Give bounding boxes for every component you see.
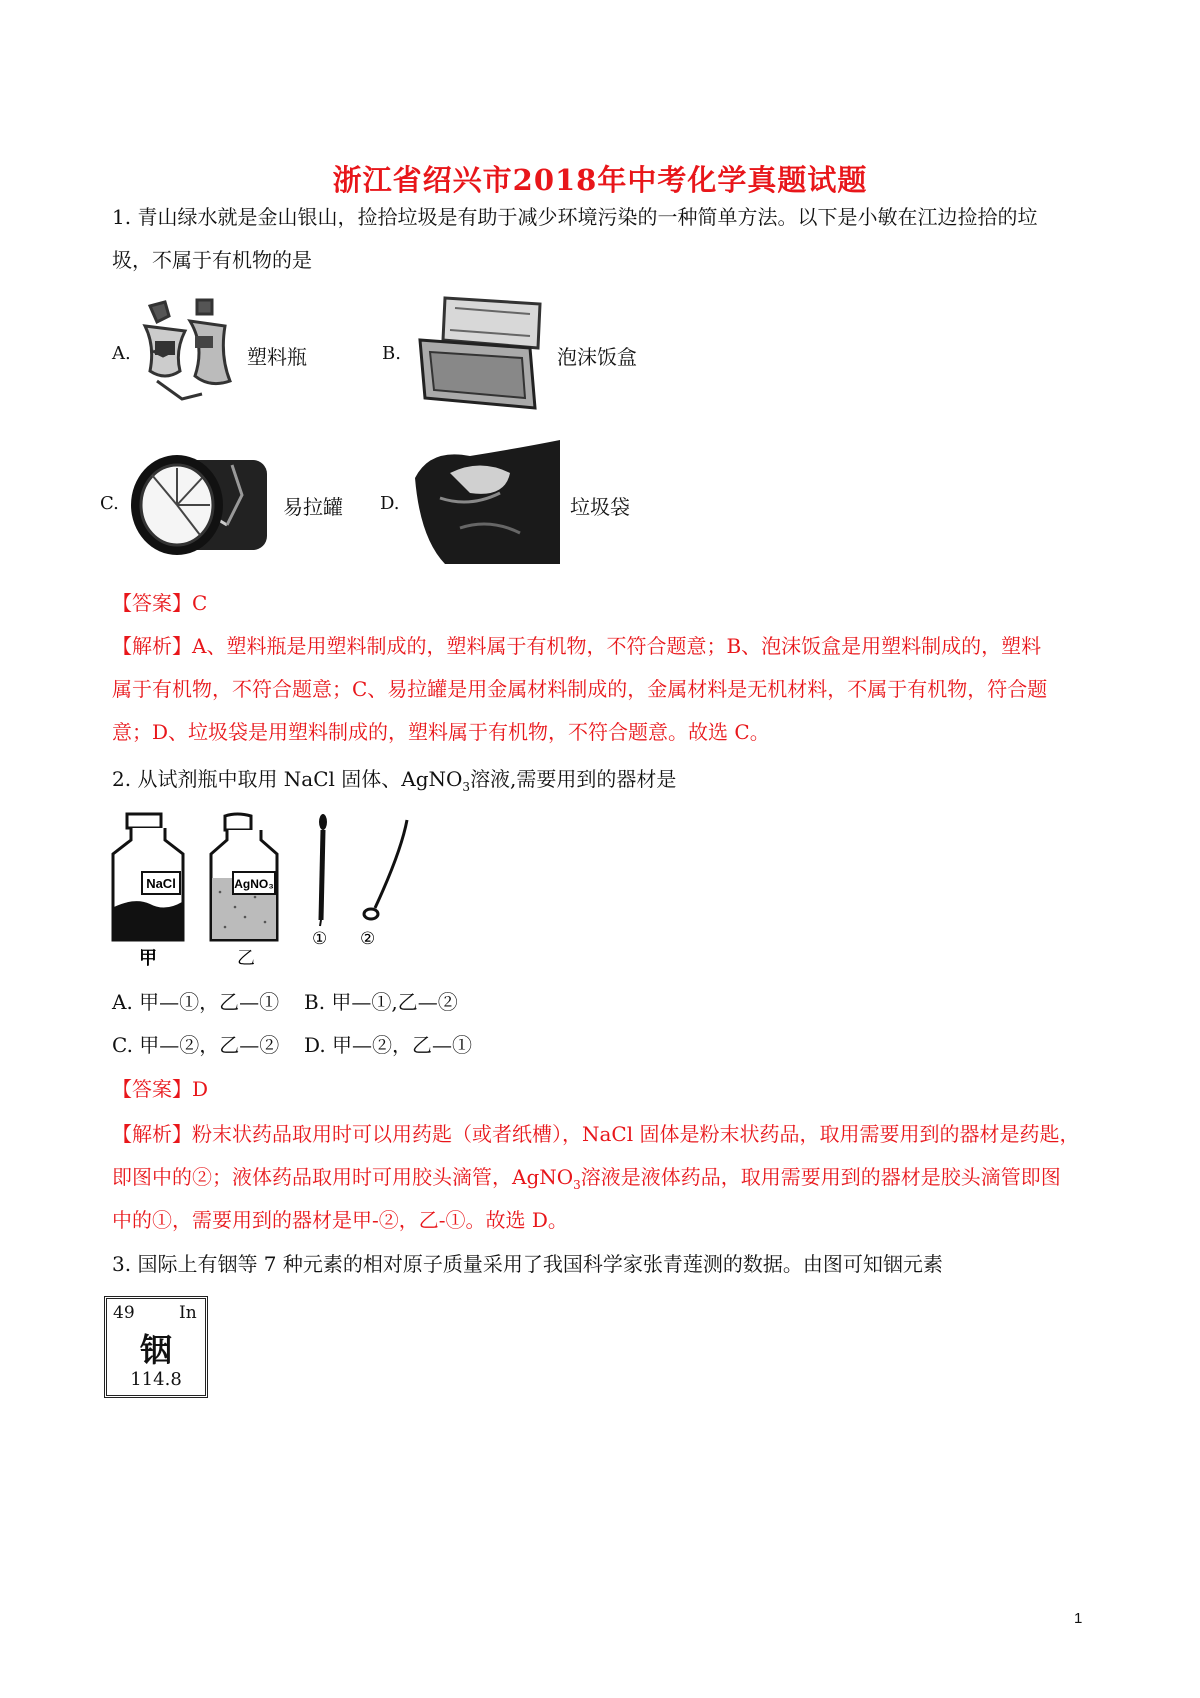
question-2-option-a: A. 甲—①，乙—①: [112, 990, 280, 1014]
question-2-analysis-line-1: 【解析】粉末状药品取用时可以用药匙（或者纸槽），NaCl 固体是粉末状药品，取用需要用到的器材是药匙，: [112, 1122, 1080, 1146]
question-2-option-c: C. 甲—②，乙—②: [112, 1033, 280, 1057]
figure-label-circled-1: ①: [312, 929, 328, 949]
option-b-label: 泡沫饭盒: [557, 345, 637, 369]
question-1-stem-line-2: 圾，不属于有机物的是: [112, 248, 312, 272]
element-card-indium: [104, 1296, 208, 1398]
option-d-letter: D.: [380, 493, 400, 514]
plastic-bottles-image: [135, 296, 235, 411]
question-2-option-b: B. 甲—①,乙—②: [304, 990, 458, 1014]
page-title: 浙江省绍兴市2018年中考化学真题试题: [332, 163, 868, 197]
atomic-number: 49: [113, 1303, 135, 1323]
element-name: 铟: [139, 1331, 172, 1369]
page-number: 1: [1074, 1610, 1083, 1627]
option-a-letter: A.: [112, 343, 131, 364]
option-d-label: 垃圾袋: [570, 495, 630, 519]
garbage-bag-image: [410, 438, 562, 566]
question-2-analysis-line-2: 即图中的②；液体药品取用时可用胶头滴管，AgNO$_3$溶液是液体药品，取用需要用到的器材是胶头滴管即图: [112, 1165, 1061, 1192]
question-1-answer: 【答案】C: [112, 591, 208, 615]
element-symbol: In: [179, 1303, 197, 1323]
question-1-analysis-line-1: 【解析】A、塑料瓶是用塑料制成的，塑料属于有机物，不符合题意；B、泡沫饭盒是用塑料制成的，塑料: [112, 634, 1042, 658]
option-b-letter: B.: [382, 343, 401, 364]
crushed-can-image: [122, 440, 277, 565]
question-1-analysis-line-2: 属于有机物，不符合题意；C、易拉罐是用金属材料制成的，金属材料是无机材料，不属于有机物，符合题: [112, 677, 1048, 701]
option-c-label: 易拉罐: [283, 495, 343, 519]
bottle-label-nacl: NaCl: [146, 876, 176, 891]
reagent-bottles-figure: [105, 812, 425, 972]
question-2-analysis-line-3: 中的①，需要用到的器材是甲-②，乙-①。故选 D。: [112, 1208, 568, 1232]
question-3-stem: 3. 国际上有铟等 7 种元素的相对原子质量采用了我国科学家张青莲测的数据。由图可知铟元素: [112, 1252, 943, 1276]
option-a-label: 塑料瓶: [247, 345, 307, 369]
question-2-answer: 【答案】D: [112, 1077, 209, 1101]
question-2-stem: 2. 从试剂瓶中取用 NaCl 固体、AgNO$_3$溶液,需要用到的器材是: [112, 767, 677, 794]
foam-lunch-box-image: [410, 290, 550, 412]
figure-label-jia: 甲: [139, 948, 157, 969]
question-1-stem-line-1: 1. 青山绿水就是金山银山，捡拾垃圾是有助于减少环境污染的一种简单方法。以下是小敏在江边捡拾的垃: [112, 205, 1038, 229]
question-1-analysis-line-3: 意；D、垃圾袋是用塑料制成的，塑料属于有机物，不符合题意。故选 C。: [112, 720, 770, 744]
option-c-letter: C.: [100, 493, 119, 514]
atomic-mass: 114.8: [130, 1369, 182, 1390]
figure-label-yi: 乙: [237, 948, 255, 969]
figure-label-circled-2: ②: [360, 929, 376, 949]
bottle-label-agno3: AgNO₃: [234, 877, 274, 891]
question-2-option-d: D. 甲—②，乙—①: [304, 1033, 473, 1057]
